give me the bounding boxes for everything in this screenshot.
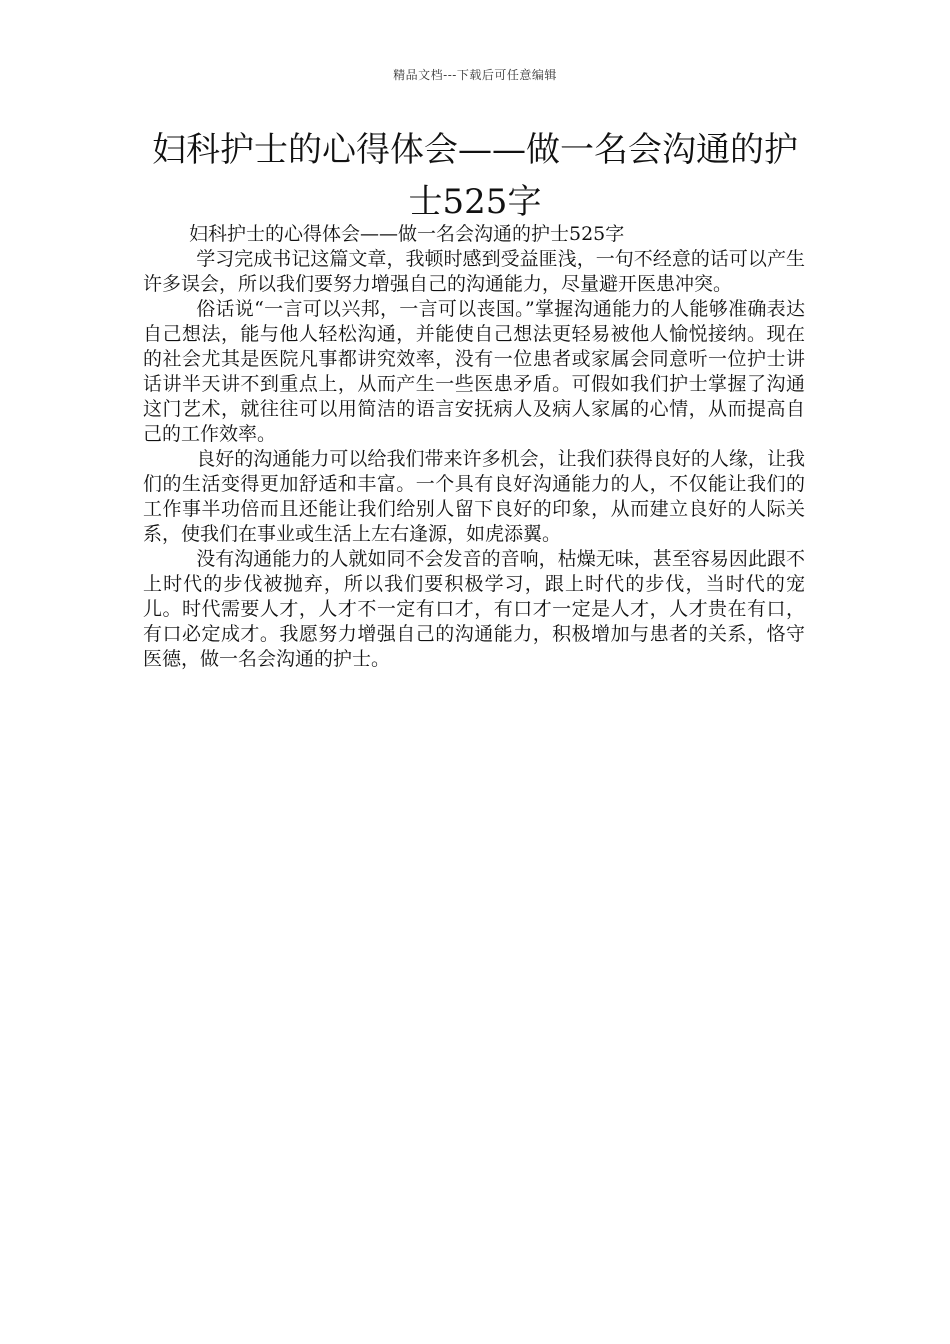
paragraph-4: 没有沟通能力的人就如同不会发音的音响，枯燥无味，甚至容易因此跟不上时代的步伐被抛弃，所以我们要积极学习，跟上时代的步伐，当时代的宠儿。时代需要人才，人才不一定有口才，有口才一定是人才，人才贵在有口，有口必定成才。我愿努力增强自己的沟通能力，积极增加与患者的关系，恪守医德，做一名会沟通的护士。	[143, 548, 805, 670]
paragraph-3: 良好的沟通能力可以给我们带来许多机会，让我们获得良好的人缘，让我们的生活变得更加舒适和丰富。一个具有良好沟通能力的人，不仅能让我们的工作事半功倍而且还能让我们给别人留下良好的印象，从而建立良好的人际关系，使我们在事业或生活上左右逢源，如虎添翼。	[143, 448, 805, 545]
document-subtitle: 妇科护士的心得体会——做一名会沟通的护士525字	[189, 223, 625, 245]
page-title: 妇科护士的心得体会——做一名会沟通的护士525字	[152, 130, 798, 222]
paragraph-2: 俗话说“一言可以兴邦，一言可以丧国。”掌握沟通能力的人能够准确表达自己想法，能与他人轻松沟通，并能使自己想法更轻易被他人愉悦接纳。现在的社会尤其是医院凡事都讲究效率，没有一位患者或家属会同意听一位护士讲话讲半天讲不到重点上，从而产生一些医患矛盾。可假如我们护士掌握了沟通这门艺术，就往往可以用简洁的语言安抚病人及病人家属的心情，从而提高自己的工作效率。	[143, 298, 805, 445]
header-note: 精品文档---下载后可任意编辑	[393, 68, 557, 82]
paragraph-1: 学习完成书记这篇文章，我顿时感到受益匪浅，一句不经意的话可以产生许多误会，所以我们要努力增强自己的沟通能力，尽量避开医患冲突。	[143, 248, 805, 295]
document-body	[143, 222, 805, 672]
